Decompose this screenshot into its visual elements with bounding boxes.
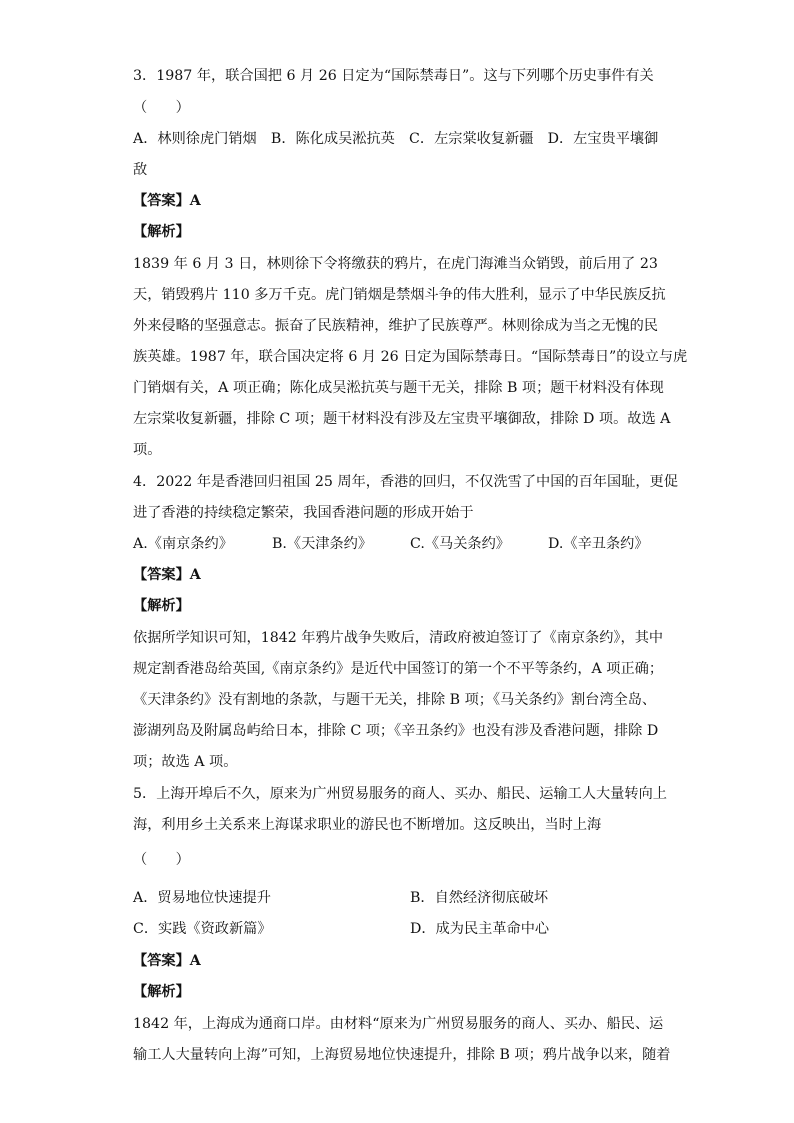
q3-analysis-line: 门销烟有关，A 项正确；陈化成吴淞抗英与题干无关，排除 B 项；题干材料没有体现 (133, 380, 664, 396)
q3-options-line2: 敌 (133, 162, 148, 178)
q3-analysis-line: 1839 年 6 月 3 日，林则徐下令将缴获的鸦片，在虎门海滩当众销毁，前后用了 23 (133, 256, 658, 272)
q4-analysis-line: 澎湖列岛及附属岛屿给日本，排除 C 项；《辛丑条约》也没有涉及香港问题，排除 D (133, 723, 659, 739)
q5-analysis-line: 1842 年，上海成为通商口岸。由材料“原来为广州贸易服务的商人、买办、船民、运 (133, 1016, 664, 1032)
q4-analysis-line: 项；故选 A 项。 (133, 754, 238, 770)
q3-options-line1: A．林则徐虎门销烟 B．陈化成吴淞抗英 C．左宗棠收复新疆 D．左宝贵平壤御 (133, 131, 659, 147)
q4-analysis-label: 【解析】 (133, 598, 190, 614)
q3-analysis-label: 【解析】 (133, 224, 190, 240)
q4-option-c: C.《马关条约》 (410, 536, 510, 552)
q5-analysis-label: 【解析】 (133, 984, 190, 1000)
q3-analysis-line: 左宗棠收复新疆，排除 C 项；题干材料没有涉及左宝贵平壤御敌，排除 D 项。故选 A (133, 411, 671, 427)
q4-analysis-line: 规定割香港岛给英国,《南京条约》是近代中国签订的第一个不平等条约，A 项正确； (133, 661, 664, 677)
q4-option-a: A.《南京条约》 (133, 536, 233, 552)
q5-paren: （ ） (133, 852, 190, 868)
q3-analysis-line: 项。 (133, 442, 162, 458)
q5-option-c: C．实践《资政新篇》 (133, 921, 272, 937)
q3-analysis-line: 外来侵略的坚强意志。振奋了民族精神，维护了民族尊严。林则徐成为当之无愧的民 (133, 318, 658, 334)
q3-paren: （ ） (133, 100, 190, 116)
q4-stem-line1: 4．2022 年是香港回归祖国 25 周年，香港的回归，不仅洗雪了中国的百年国耻，更促 (133, 474, 678, 490)
q4-analysis-line: 依据所学知识可知，1842 年鸦片战争失败后，清政府被迫签订了《南京条约》，其中 (133, 630, 664, 646)
q3-answer: 【答案】A (133, 193, 201, 209)
q4-stem-line2: 进了香港的持续稳定繁荣，我国香港问题的形成开始于 (133, 505, 474, 521)
q3-analysis-line: 族英雄。1987 年，联合国决定将 6 月 26 日定为国际禁毒日。“国际禁毒日”的设立与虎 (133, 349, 688, 365)
q3-stem: 3．1987 年，联合国把 6 月 26 日定为“国际禁毒日”。这与下列哪个历史事件有关 (133, 68, 654, 84)
q4-option-d: D.《辛丑条约》 (548, 536, 649, 552)
q4-analysis-line: 《天津条约》没有割地的条款，与题干无关，排除 B 项；《马关条约》割台湾全岛、 (133, 692, 657, 708)
q4-option-b: B.《天津条约》 (272, 536, 373, 552)
q3-analysis-line: 天，销毁鸦片 110 多万千克。虎门销烟是禁烟斗争的伟大胜利，显示了中华民族反抗 (133, 287, 666, 303)
q5-option-b: B．自然经济彻底破坏 (410, 890, 549, 906)
q5-option-d: D．成为民主革命中心 (410, 921, 550, 937)
q5-analysis-line: 输工人大量转向上海”可知，上海贸易地位快速提升，排除 B 项；鸦片战争以来，随着 (133, 1047, 671, 1063)
q5-stem-line1: 5．上海开埠后不久，原来为广州贸易服务的商人、买办、船民、运输工人大量转向上 (133, 786, 667, 802)
q5-option-a: A．贸易地位快速提升 (133, 890, 271, 906)
q5-stem-line2: 海，利用乡土关系来上海谋求职业的游民也不断增加。这反映出，当时上海 (133, 817, 602, 833)
q4-answer: 【答案】A (133, 567, 201, 583)
q5-answer: 【答案】A (133, 953, 201, 969)
